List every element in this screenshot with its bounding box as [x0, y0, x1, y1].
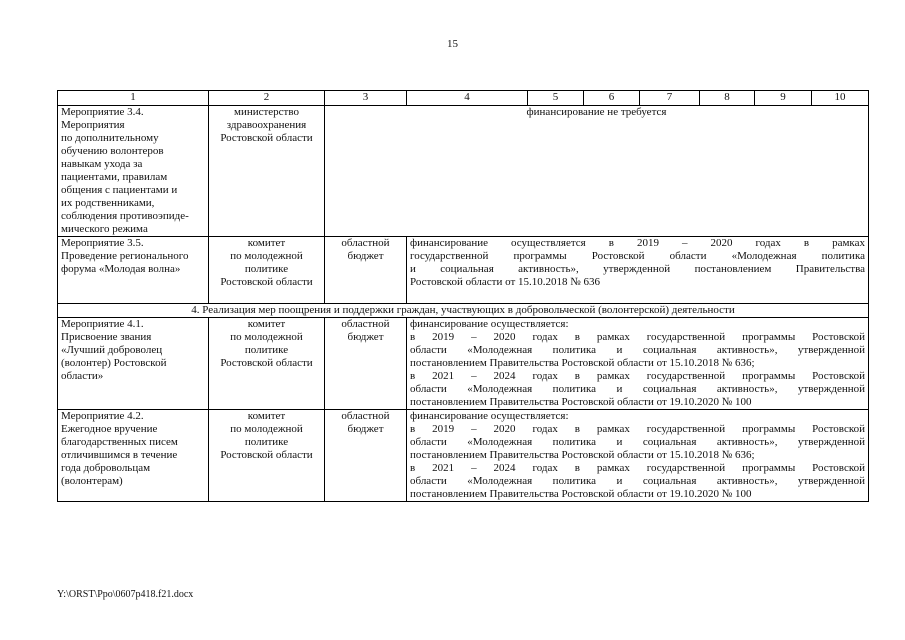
- cell-line: политике: [244, 436, 289, 448]
- table-row: [58, 318, 869, 410]
- cell-line: навыкам ухода за: [61, 158, 143, 170]
- cell-line: области «Молодежная политика и социальная активность», утвержденной: [410, 475, 865, 487]
- cell-line: по молодежной: [230, 331, 303, 343]
- cell-line: обучению волонтеров: [61, 145, 164, 157]
- cell-line: постановлением Правительства Ростовской области от 15.10.2018 № 636;: [410, 449, 755, 461]
- cell-line: Мероприятия: [61, 119, 125, 131]
- header-cell: 10: [812, 91, 869, 106]
- executor-cell: [209, 106, 325, 237]
- cell-line: форума «Молодая волна»: [61, 263, 181, 275]
- source-cell: [325, 318, 407, 410]
- cell-line: Мероприятие 3.5.: [61, 237, 144, 249]
- table-row: [58, 106, 869, 237]
- cell-line: государственной программы Ростовской области «Молодежная политика: [410, 250, 865, 262]
- source-cell: [325, 410, 407, 502]
- measure-name-cell: [58, 106, 209, 237]
- table-row: [58, 410, 869, 502]
- cell-line: благодарственных писем: [61, 436, 178, 448]
- financing-cell: [407, 410, 869, 502]
- header-cell: 4: [407, 91, 528, 106]
- section-row: [58, 304, 869, 318]
- cell-line: бюджет: [347, 423, 384, 435]
- cell-line: областной: [341, 410, 390, 422]
- cell-line: Ростовской области: [220, 449, 313, 461]
- source-cell: [325, 237, 407, 304]
- cell-line: области «Молодежная политика и социальная активность», утвержденной: [410, 383, 865, 395]
- header-cell: 1: [58, 91, 209, 106]
- cell-line: и социальная активность», утвержденной постановлением Правительства: [410, 263, 865, 275]
- page-number: 15: [447, 38, 458, 50]
- cell-line: по дополнительному: [61, 132, 159, 144]
- header-cell: 7: [640, 91, 700, 106]
- cell-line: отличившимся в течение: [61, 449, 178, 461]
- cell-line: года добровольцам: [61, 462, 151, 474]
- cell-line: общения с пациентами и: [61, 184, 178, 196]
- cell-line: политике: [244, 263, 289, 275]
- cell-line: области «Молодежная политика и социальная активность», утвержденной: [410, 436, 865, 448]
- header-cell: 6: [584, 91, 640, 106]
- cell-line: по молодежной: [230, 423, 303, 435]
- cell-line: финансирование осуществляется:: [410, 410, 569, 422]
- cell-line: министерство: [233, 106, 299, 118]
- footer-file-path: Y:\ORST\Ppo\0607p418.f21.docx: [57, 589, 194, 600]
- cell-line: по молодежной: [230, 250, 303, 262]
- cell-line: Ростовской области от 15.10.2018 № 636: [410, 276, 601, 288]
- cell-line: Ростовской области: [220, 132, 313, 144]
- header-row: [58, 91, 869, 106]
- financing-cell: [407, 318, 869, 410]
- cell-line: их родственниками,: [61, 197, 155, 209]
- table-row: [58, 237, 869, 304]
- cell-line: Мероприятие 3.4.: [61, 106, 144, 118]
- cell-line: пациентами, правилам: [61, 171, 168, 183]
- cell-line: в 2021 – 2024 годах в рамках государственной программы Ростовской: [410, 370, 865, 382]
- cell-line: в 2021 – 2024 годах в рамках государственной программы Ростовской: [410, 462, 865, 474]
- cell-line: постановлением Правительства Ростовской области от 19.10.2020 № 100: [410, 396, 752, 408]
- cell-line: области»: [61, 370, 104, 382]
- cell-line: Ежегодное вручение: [61, 423, 158, 435]
- cell-line: (волонтер) Ростовской: [61, 357, 167, 369]
- measure-name-cell: [58, 237, 209, 304]
- header-cell: 3: [325, 91, 407, 106]
- cell-line: здравоохранения: [226, 119, 307, 131]
- cell-line: финансирование осуществляется:: [410, 318, 569, 330]
- cell-line: политике: [244, 344, 289, 356]
- executor-cell: [209, 410, 325, 502]
- section-title: 4. Реализация мер поощрения и поддержки граждан, участвующих в добровольческой (волонтерской) деятельности: [58, 304, 869, 318]
- cell-line: «Лучший доброволец: [61, 344, 163, 356]
- cell-line: Мероприятие 4.2.: [61, 410, 144, 422]
- cell-line: постановлением Правительства Ростовской области от 15.10.2018 № 636;: [410, 357, 755, 369]
- cell-line: (волонтерам): [61, 475, 123, 487]
- cell-line: Присвоение звания: [61, 331, 152, 343]
- cell-line: бюджет: [347, 331, 384, 343]
- cell-line: областной: [341, 318, 390, 330]
- cell-line: финансирование не требуется: [526, 106, 667, 118]
- header-cell: 2: [209, 91, 325, 106]
- cell-line: соблюдения противоэпиде-: [61, 210, 189, 222]
- cell-line: постановлением Правительства Ростовской области от 19.10.2020 № 100: [410, 488, 752, 500]
- cell-line: области «Молодежная политика и социальная активность», утвержденной: [410, 344, 865, 356]
- cell-line: Ростовской области: [220, 276, 313, 288]
- cell-line: в 2019 – 2020 годах в рамках государственной программы Ростовской: [410, 423, 865, 435]
- header-cell: 9: [755, 91, 812, 106]
- cell-line: областной: [341, 237, 390, 249]
- cell-line: Мероприятие 4.1.: [61, 318, 144, 330]
- measure-name-cell: [58, 318, 209, 410]
- measure-name-cell: [58, 410, 209, 502]
- cell-line: Проведение регионального: [61, 250, 189, 262]
- cell-line: комитет: [247, 318, 286, 330]
- cell-line: комитет: [247, 237, 286, 249]
- cell-line: комитет: [247, 410, 286, 422]
- cell-line: Ростовской области: [220, 357, 313, 369]
- executor-cell: [209, 237, 325, 304]
- measures-table: [57, 90, 869, 502]
- financing-cell: [325, 106, 869, 237]
- header-cell: 5: [528, 91, 584, 106]
- cell-line: в 2019 – 2020 годах в рамках государственной программы Ростовской: [410, 331, 865, 343]
- cell-line: финансирование осуществляется в 2019 – 2020 годах в рамках: [410, 237, 865, 249]
- financing-cell: [407, 237, 869, 304]
- executor-cell: [209, 318, 325, 410]
- header-cell: 8: [700, 91, 755, 106]
- cell-line: бюджет: [347, 250, 384, 262]
- cell-line: мического режима: [61, 223, 148, 235]
